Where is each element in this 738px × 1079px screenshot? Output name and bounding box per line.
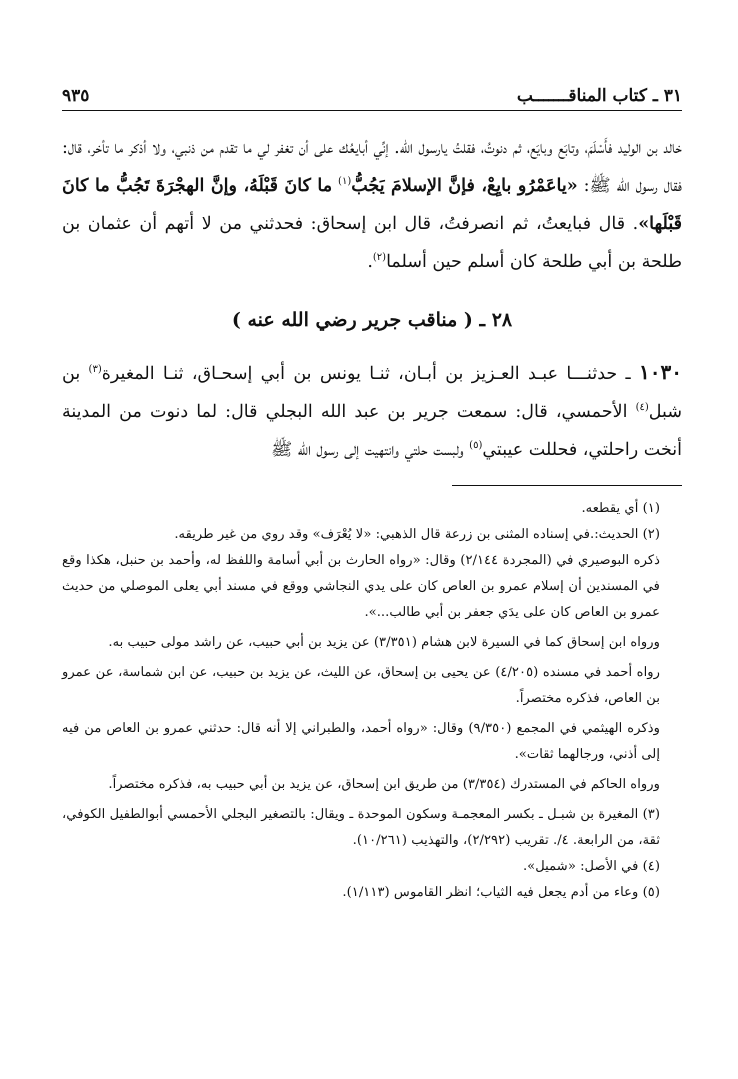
footnote-ref-1[interactable]: (١) (338, 176, 352, 188)
page (62, 78, 682, 906)
footnote-2-f: ورواه الحاكم في المستدرك (٣/٣٥٤) من طريق ابن إسحاق، عن يزيد بن أبي حبيب به، فذكره مختصراً. (108, 777, 660, 792)
footnote-divider (452, 485, 682, 486)
footnotes (62, 496, 682, 906)
paragraph-1 (62, 129, 682, 281)
main-text (62, 129, 682, 469)
p1-quote-b: ما كانَ قَبْلَهُ، وإنَّ الهجْرَةَ تَجُبُّ ما كانَ قَبْلَها» (62, 176, 682, 234)
p2-text-c: الأحمسي، قال: سمعت جرير بن عبد الله البجلي قال: لما دنوت من المدينة أنخت راحلتي، فحللت عيبتي (62, 402, 682, 460)
p2-text-b: بن شبل (62, 364, 682, 422)
footnote-2-e: وذكره الهيثمي في المجمع (٩/٣٥٠) وقال: «رواه أحمد، والطبراني إلا أنه قال: حدثني عمرو بن العاص من فيه إلى أذني، ورجالهما ثقات». (62, 721, 660, 762)
footnote-5: (٥) وعاء من أدم يجعل فيه الثياب؛ انظر القاموس (١/١١٣). (342, 885, 660, 900)
page-header (62, 78, 682, 111)
p2-text-a: ـ حدثنـــا عبـد العـزيز بن أبـان، ثنـا يونس بن أبي إسحـاق، ثنـا المغيرة (101, 364, 631, 384)
p1-end: . (367, 252, 373, 272)
footnote-2: (٢) الحديث:.في إسناده المثنى بن زرعة قال الذهبي: «لا يُعْرَف» وقد روي من غير طريقه. (174, 527, 660, 542)
footnote-ref-4[interactable]: (٤) (635, 402, 649, 414)
p1-text-a: خالد بن الوليد فأَسْلَمَ، وتابَع وبايَع، ثم دنوتُ، فقلتُ يارسول الله. إنِّي أبايعُك على أن تغفر لي ما تقدم من ذنبي، ولا أذكر ما تأخر، قال: فقال رسول الله ﷺ: (62, 138, 682, 196)
footnote-2-b: ذكره البوصيري في (المجردة ٢/١٤٤) وقال: «رواه الحارث بن أبي أسامة واللفظ له، وأحمد بن حنبل، هكذا وقع في المسندين أن إسلام عمرو بن العاص كان على يدي النجاشي ووقع في مسند أبي يعلى الموصلي من حديث عمرو بن العاص كان على يدَي جعفر بن أبي طالب...». (62, 553, 661, 620)
footnote-ref-3[interactable]: (٣) (88, 364, 102, 376)
footnote-2-c: ورواه ابن إسحاق كما في السيرة لابن هشام (٣/٣٥١) عن يزيد بن أبي حبيب، عن راشد مولى حبيب به. (108, 635, 660, 650)
section-title: ٢٨ ـ ( مناقب جرير رضي الله عنه ) (231, 309, 513, 331)
footnote-1: (١) أي يقطعه. (581, 501, 660, 516)
footnote-ref-2[interactable]: (٢) (372, 252, 387, 264)
footnote-4: (٤) في الأصل: «شميل». (522, 859, 660, 874)
hadith-number: ١٠٣٠ (639, 360, 682, 384)
page-number: ٩٣٥ (62, 86, 90, 106)
p1-quote-a: «ياعَمْرُو بايِعْ، فإنَّ الإسلامَ يَجُبُّ (351, 176, 578, 196)
p2-text-d: ولبست حلتي وانتهيت إلى رسول الله ﷺ (271, 440, 464, 460)
footnote-2-d: رواه أحمد في مسنده (٤/٢٠٥) عن يحيى بن إسحاق، عن الليث، عن يزيد بن حبيب، عن ابن شماسة، عن عمرو بن العاص، فذكره مختصراً. (62, 665, 660, 706)
running-title: ٣١ ـ كتاب المناقـــــــب (516, 86, 682, 106)
footnote-ref-5[interactable]: (٥) (469, 440, 483, 452)
paragraph-2 (62, 353, 682, 469)
footnote-3: (٣) المغيرة بن شبـل ـ بكسر المعجمـة وسكون الموحدة ـ ويقال: بالتصغير البجلي الأحمسي أبوالطفيل الكوفي، ثقة، من الرابعة. ٤/. تقريب (٢/٢٩٢)، والتهذيب (١٠/٢٦١). (62, 807, 660, 848)
p1-text-d: . قال فبايعتُ، ثم انصرفتُ، قال ابن إسحاق: فحدثني من لا أتهم أن عثمان بن طلحة بن أبي طلحة كان أسلم حين أسلما (62, 214, 682, 272)
